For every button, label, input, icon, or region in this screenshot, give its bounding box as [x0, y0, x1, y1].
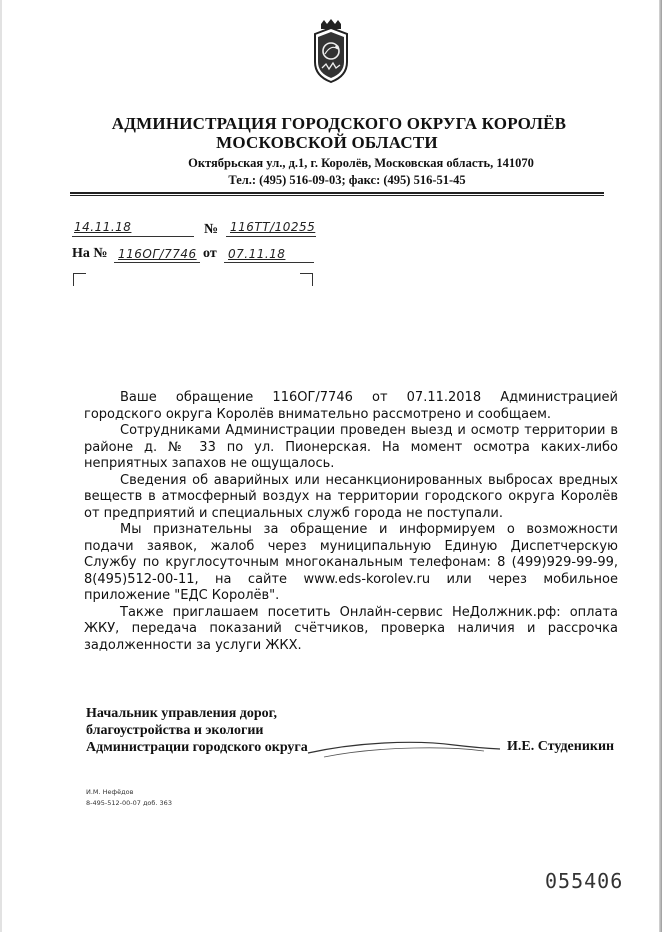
organization-address: Октябрьская ул., д.1, г. Королёв, Московская область, 141070: [188, 156, 534, 170]
outgoing-number: 116ТТ/10255: [230, 220, 316, 234]
incoming-date: 07.11.18: [228, 247, 286, 261]
body-paragraph: Сведения об аварийных или несанкционированных выбросах вредных веществ в атмосферный воздух на территории городского округа Королёв от предприятий и специальных служб города не поступали.: [84, 472, 618, 521]
body-paragraph: Ваше обращение 116ОГ/7746 от 07.11.2018 Администрацией городского округа Королёв внимательно рассмотрено и сообщаем.: [84, 390, 618, 422]
body-paragraph: Сотрудниками Администрации проведен выезд и осмотр территории в районе д. № 33 по ул. Пионерская. На момент осмотра каких-либо неприятных запахов не ощущалось.: [84, 423, 618, 471]
incoming-number-line: [114, 262, 200, 263]
number-label: №: [204, 222, 219, 237]
organization-contacts: Тел.: (495) 516-09-03; факс: (495) 516-51-45: [228, 173, 466, 187]
executor-info: [86, 787, 172, 809]
signatory-title-line: Администрации городского округа: [86, 740, 308, 755]
handwritten-signature: [304, 733, 514, 763]
reply-to-label: На №: [72, 246, 108, 261]
organization-region: МОСКОВСКОЙ ОБЛАСТИ: [216, 133, 438, 152]
outgoing-date-line: [72, 236, 194, 237]
coat-of-arms-icon: [309, 18, 353, 84]
address-field-corner-right: [300, 273, 313, 286]
header-divider: [70, 192, 604, 196]
outgoing-number-line: [226, 236, 316, 237]
incoming-date-line: [224, 262, 314, 263]
signatory-name: И.Е. Студеникин: [507, 739, 615, 754]
from-label: от: [203, 246, 217, 261]
signatory-title-line: Начальник управления дорог,: [86, 706, 277, 721]
outgoing-date: 14.11.18: [74, 220, 132, 234]
executor-name: И.М. Нефёдов: [86, 788, 134, 796]
incoming-number: 116ОГ/7746: [118, 247, 197, 261]
signatory-title: [86, 705, 308, 756]
body-paragraph: Мы признательны за обращение и информируем о возможности подачи заявок, жалоб через муниципальную Единую Диспетчерскую Службу по круглосуточным многоканальным телефонам: 8 (499)929-99-99, 8(495)512-00-11, на сайте www.eds-korolev.ru или через мобильное приложение "ЕДС Королёв".: [84, 522, 618, 603]
organization-title: АДМИНИСТРАЦИЯ ГОРОДСКОГО ОКРУГА КОРОЛЁВ: [111, 114, 567, 133]
letter-body: [84, 390, 618, 654]
body-paragraph: Также приглашаем посетить Онлайн-сервис НеДолжник.рф: оплата ЖКУ, передача показаний счётчиков, проверка наличия и рассрочка задолженности за услуги ЖКХ.: [84, 604, 618, 653]
signatory-title-line: благоустройства и экологии: [86, 723, 264, 738]
executor-phone: 8-495-512-00-07 доб. 363: [86, 799, 172, 807]
address-field-corner-left: [73, 273, 86, 286]
document-serial-number: 055406: [545, 869, 624, 893]
